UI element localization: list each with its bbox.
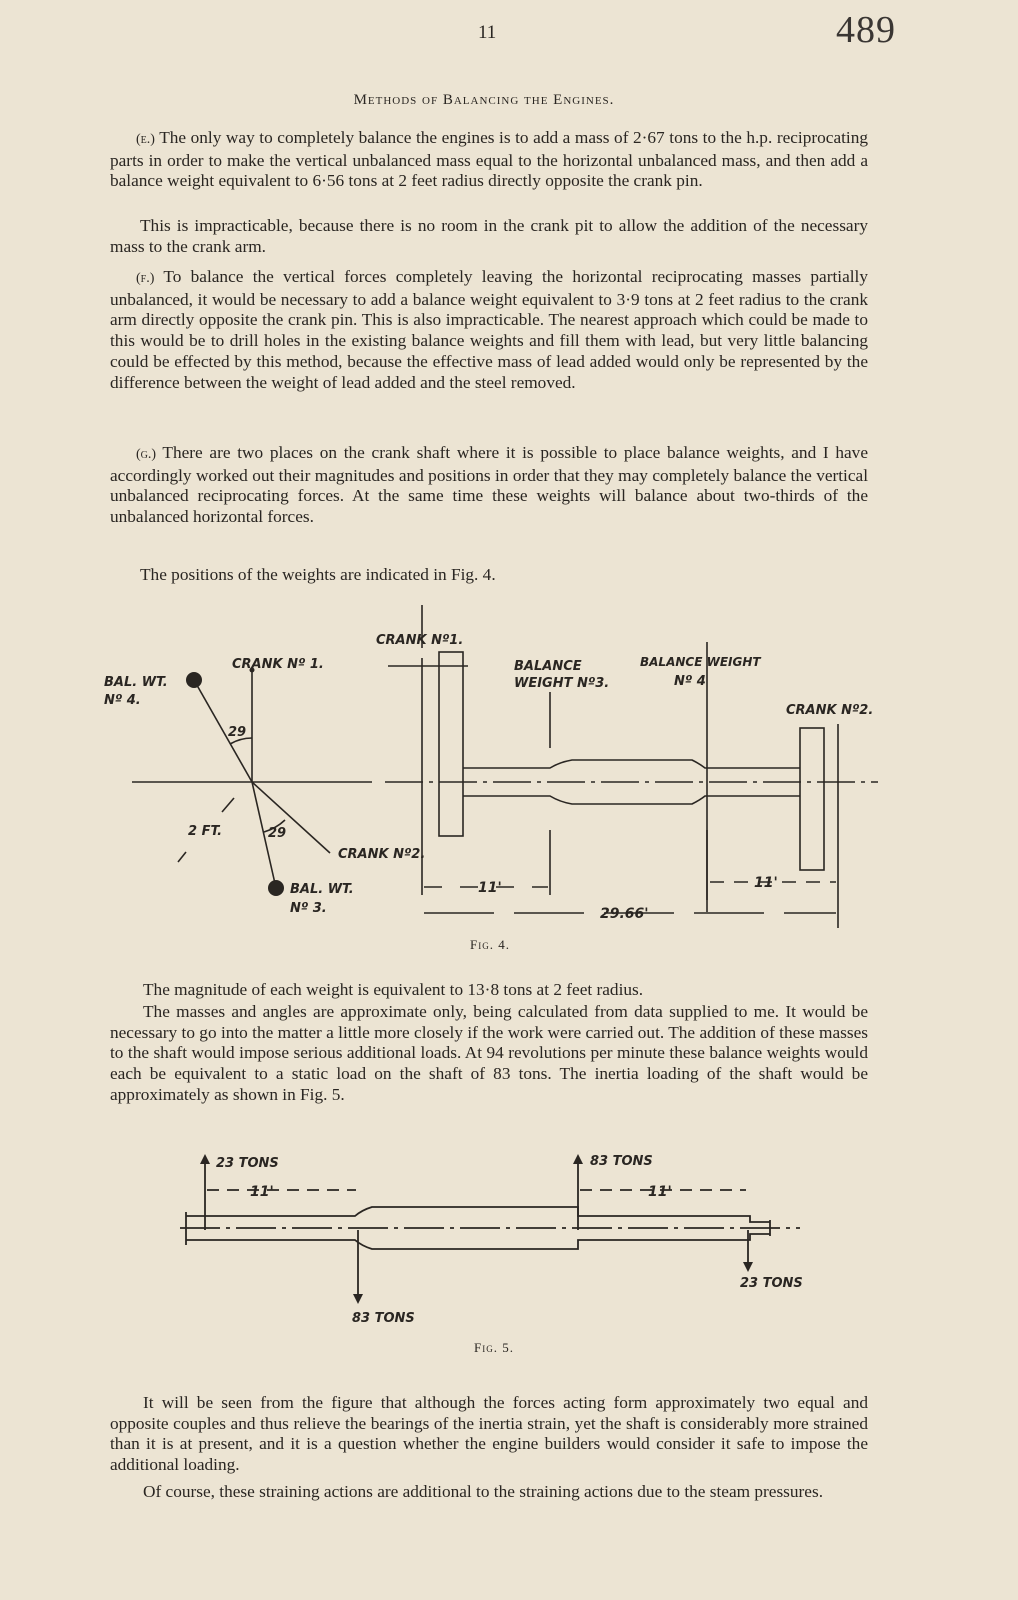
shaft-5-upper	[186, 1207, 770, 1222]
paragraph-e-marker: (e.)	[136, 132, 155, 147]
fig4-balwt3-b: Nº 3.	[290, 901, 327, 916]
fig5-load-top-right: 83 TONS	[590, 1154, 653, 1169]
figure-5	[0, 1150, 1018, 1340]
fig5-load-bottom-right: 23 TONS	[740, 1276, 803, 1291]
paragraph-seen: It will be seen from the figure that although the forces acting form approximately two equal and opposite couples and thus relieve the bearings of the inertia strain, yet the shaft is considerably more strained than it is at present, and it is a question whether the engine builders would consider it safe to impose the additional loading.	[110, 1393, 868, 1475]
shaft-5-lower	[186, 1234, 770, 1249]
fig4-dim-left: 11'	[478, 880, 502, 896]
crank-1-web	[439, 652, 463, 836]
fig4-balwt3-a: BAL. WT.	[290, 882, 354, 897]
fig4-angle-bottom: 29	[268, 826, 287, 841]
paragraph-g-text: There are two places on the crank shaft where it is possible to place balance weights, and I have accordingly worked out their magnitudes and positions in order that they may completely balance the vertical unbalanced reciprocating forces. At the same time these weights will balance about two-thirds of the unbalanced horizontal forces.	[110, 443, 868, 527]
fig4-crank2-left: CRANK Nº2.	[338, 847, 426, 862]
fig4-balweight4-b: Nº 4	[674, 674, 706, 689]
fig5-load-bottom-left: 83 TONS	[352, 1311, 415, 1326]
figure-4-caption: Fig. 4.	[470, 937, 510, 952]
paragraph-f-marker: (f.)	[136, 271, 155, 286]
fig4-crank1-shaft: CRANK Nº1.	[376, 633, 464, 648]
paragraph-masses: The masses and angles are approximate only, being calculated from data supplied to me. It would be necessary to go into the matter a little more closely if the work were carried out. The addition of these masses to the shaft would impose serious additional loads. At 94 revolutions per minute these balance weights would each be equivalent to a static load on the shaft of 83 tons. The inertia loading of the shaft would be approximately as shown in Fig. 5.	[110, 1002, 868, 1104]
paragraph-e	[110, 128, 868, 192]
section-heading: Methods of Balancing the Engines.	[353, 92, 615, 108]
fig5-dim-left: 11'	[250, 1184, 274, 1200]
radius-indicator	[222, 798, 234, 812]
shaft-lower-edge	[463, 796, 800, 804]
shaft-upper-edge	[463, 760, 800, 768]
crank-2-web	[800, 728, 824, 870]
fig4-crank1-left: CRANK Nº 1.	[232, 657, 324, 672]
paragraph-positions: The positions of the weights are indicated in Fig. 4.	[140, 565, 496, 584]
fig5-dim-right: 11'	[648, 1184, 672, 1200]
fig4-balweight3-b: WEIGHT Nº3.	[514, 676, 610, 691]
bal-wt-3-dot	[268, 880, 284, 896]
figure-5-caption: Fig. 5.	[474, 1340, 514, 1355]
crank-2-vector	[252, 782, 330, 853]
fig4-balwt4-a: BAL. WT.	[104, 675, 168, 690]
fig4-angle-top: 29	[228, 725, 247, 740]
paragraph-e-text: The only way to completely balance the engines is to add a mass of 2·67 tons to the h.p. reciprocating parts in order to make the vertical unbalanced mass equal to the horizontal unbalanced mass, and then add a balance weight equivalent to 6·56 tons at 2 feet radius directly opposite the crank pin.	[110, 128, 868, 191]
paragraph-f-text: To balance the vertical forces completely leaving the horizontal reciprocating masses partially unbalanced, it would be necessary to add a balance weight equivalent to 3·9 tons at 2 feet radius to the crank arm directly opposite the crank pin. This is also impracticable. The nearest approach which could be made to this would be to drill holes in the existing balance weights and fill them with lead, but very little balancing could be effected by this method, because the effective mass of lead added would only be represented by the difference between the weight of lead added and the steel removed.	[110, 267, 868, 392]
fig4-radius: 2 FT.	[188, 824, 223, 839]
fig4-dim-total: 29.66'	[600, 906, 649, 922]
fig4-balweight3-a: BALANCE	[514, 659, 582, 674]
fig4-balweight4-a: BALANCE WEIGHT	[640, 655, 761, 669]
fig4-crank2-shaft: CRANK Nº2.	[786, 703, 874, 718]
paragraph-g-marker: (g.)	[136, 447, 157, 462]
paragraph-impracticable: This is impracticable, because there is no room in the crank pit to allow the addition of the necessary mass to the crank arm.	[110, 216, 868, 256]
figure-4	[0, 600, 1018, 930]
folio-number: 489	[836, 9, 896, 51]
fig4-balwt4-b: Nº 4.	[104, 693, 141, 708]
paragraph-g	[110, 443, 868, 528]
paragraph-magnitude: The magnitude of each weight is equivalent to 13·8 tons at 2 feet radius.	[143, 980, 644, 999]
fig5-load-top-left: 23 TONS	[216, 1156, 279, 1171]
paragraph-f	[110, 267, 868, 393]
paragraph-course: Of course, these straining actions are additional to the straining actions due to the steam pressures.	[143, 1482, 824, 1501]
bal-wt-4-dot	[186, 672, 202, 688]
page-number: 11	[478, 22, 497, 43]
fig4-dim-right: 11'	[754, 875, 778, 891]
